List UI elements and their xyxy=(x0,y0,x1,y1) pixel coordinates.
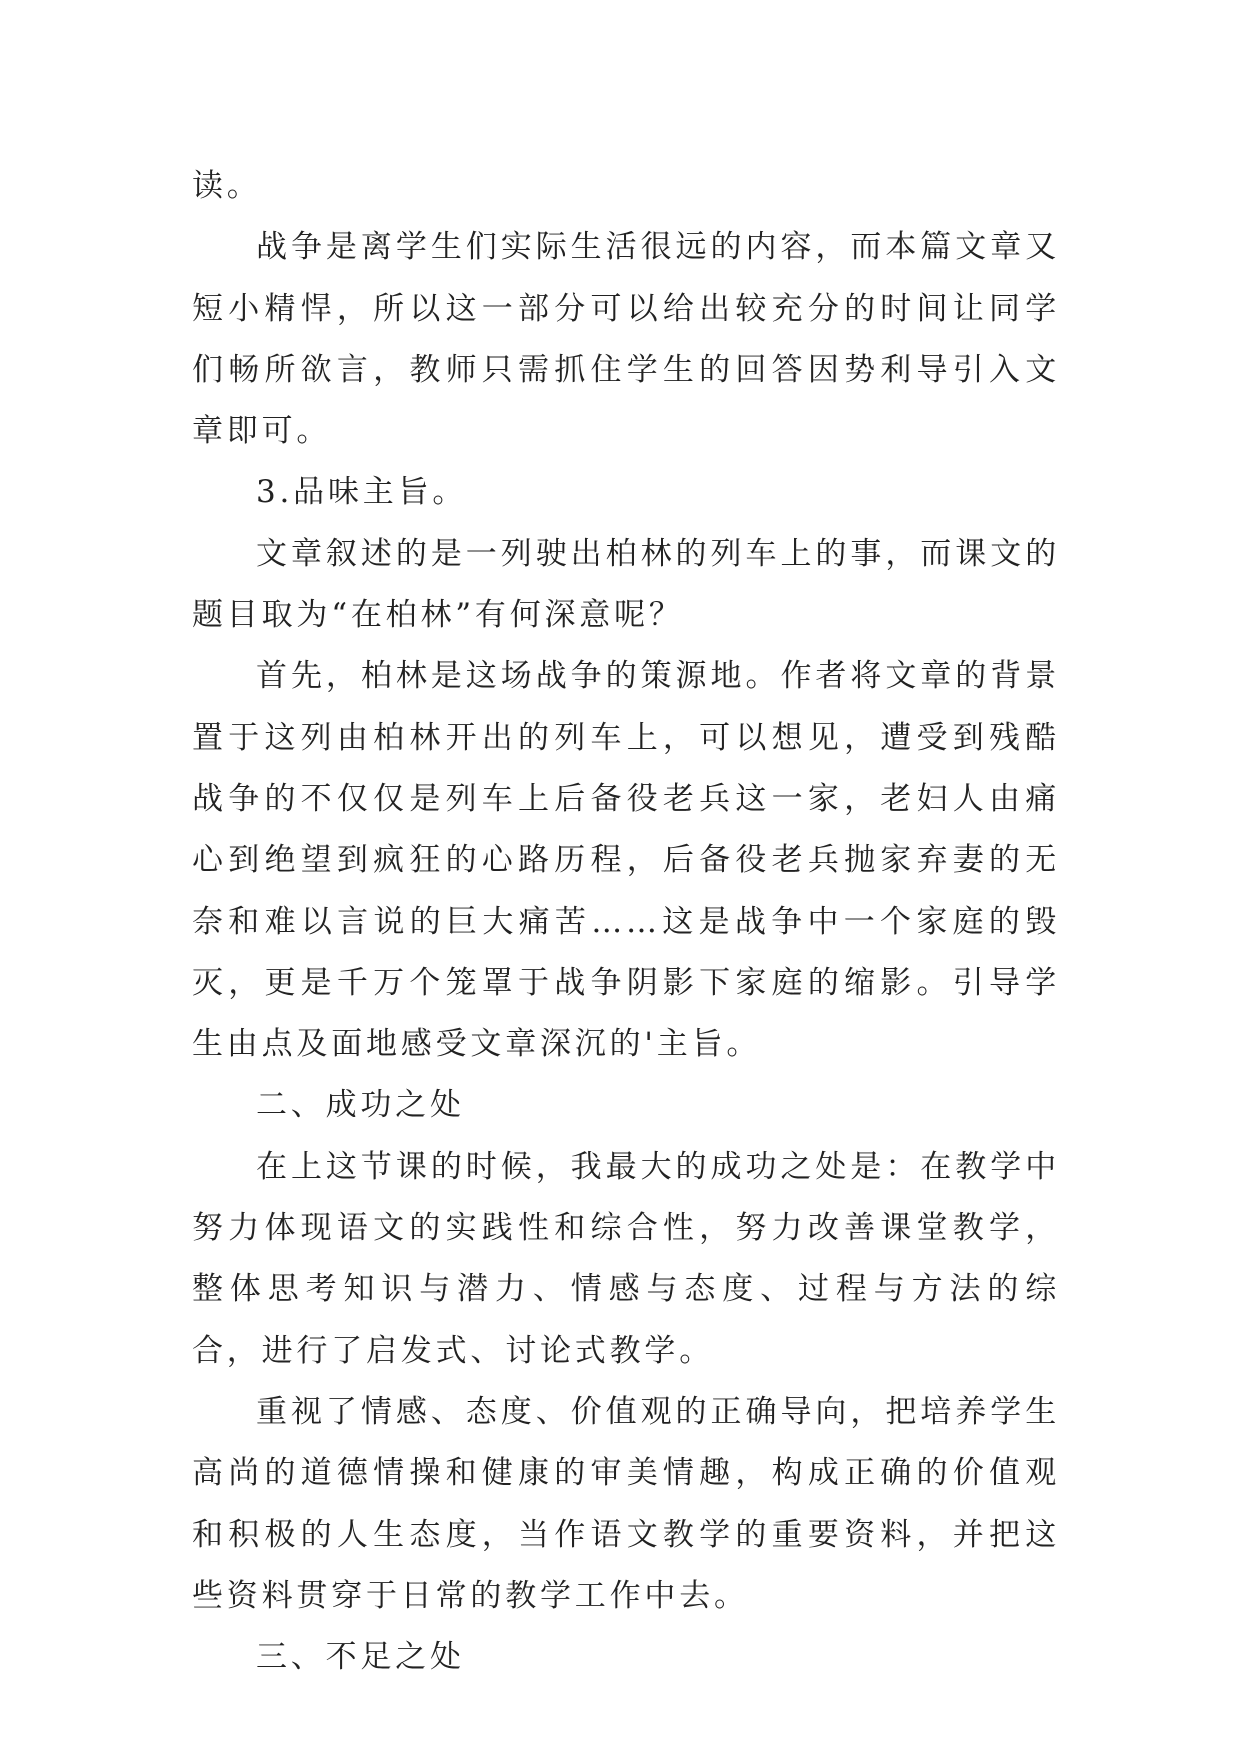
paragraph-title-question: 文章叙述的是一列驶出柏林的列车上的事，而课文的题目取为“在柏林”有何深意呢？ xyxy=(192,535,1060,634)
section-heading-theme: 3.品味主旨。 xyxy=(256,474,468,511)
paragraph-war-context: 战争是离学生们实际生活很远的内容，而本篇文章又短小精悍，所以这一部分可以给出较充分的时间让同学们畅所欲言，教师只需抓住学生的回答因势利导引入文章即可。 xyxy=(192,229,1060,450)
paragraph-berlin-analysis: 首先，柏林是这场战争的策源地。作者将文章的背景置于这列由柏林开出的列车上，可以想见，遭受到残酷战争的不仅仅是列车上后备役老兵这一家，老妇人由痛心到绝望到疯狂的心路历程，后备役老兵抛家弃妻的无奈和难以言说的巨大痛苦……这是战争中一个家庭的毁灭，更是千万个笼罩于战争阴影下家庭的缩影。引导学生由点及面地感受文章深沉的'主旨。 xyxy=(192,658,1060,1063)
paragraph-success-detail: 在上这节课的时候，我最大的成功之处是：在教学中努力体现语文的实践性和综合性，努力改善课堂教学，整体思考知识与潜力、情感与态度、过程与方法的综合，进行了启发式、讨论式教学。 xyxy=(192,1148,1060,1369)
document-body xyxy=(192,156,1060,1688)
section-heading-success: 二、成功之处 xyxy=(256,1087,465,1124)
paragraph-values: 重视了情感、态度、价值观的正确导向，把培养学生高尚的道德情操和健康的审美情趣，构成正确的价值观和积极的人生态度，当作语文教学的重要资料，并把这些资料贯穿于日常的教学工作中去。 xyxy=(192,1393,1060,1614)
paragraph-continuation: 读。 xyxy=(192,168,262,204)
section-heading-shortcomings: 三、不足之处 xyxy=(256,1639,465,1676)
